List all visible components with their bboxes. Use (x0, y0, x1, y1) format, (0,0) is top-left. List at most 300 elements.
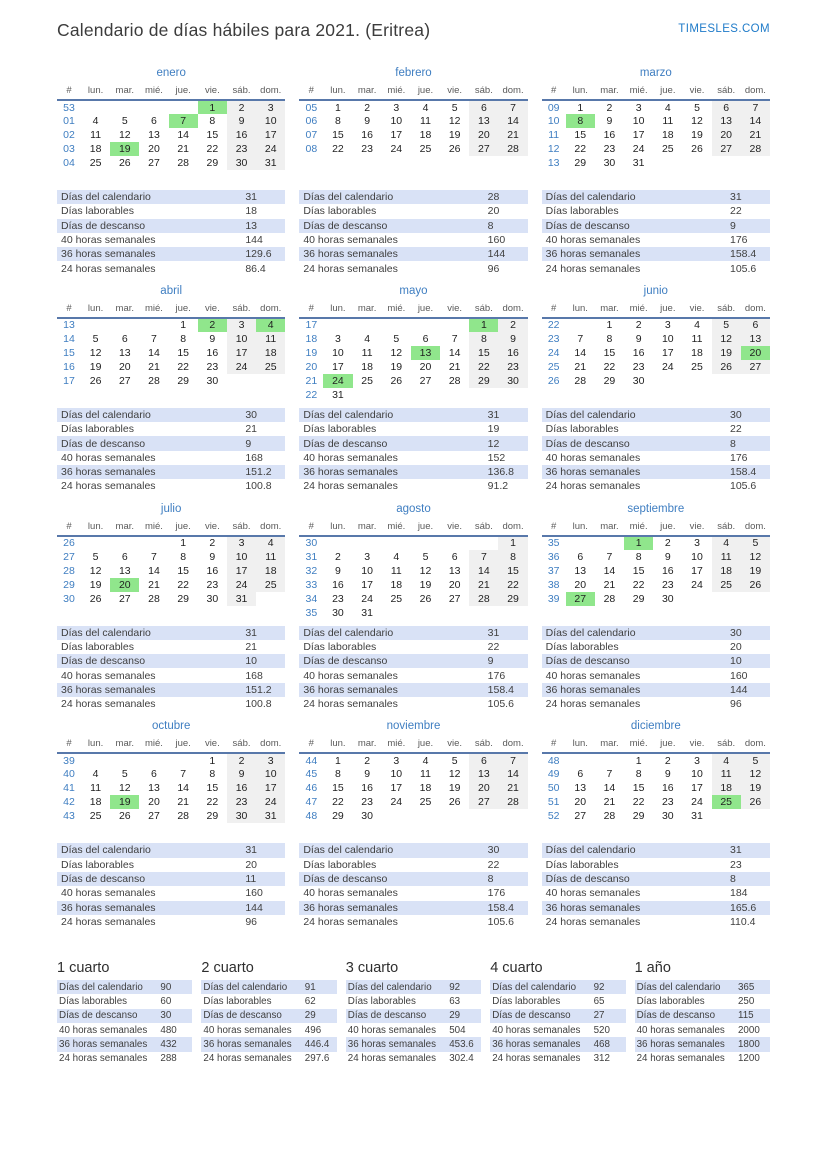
day-cell: 9 (498, 332, 527, 346)
stat-label: Días laborables (203, 996, 272, 1008)
stat-label: 40 horas semanales (545, 669, 641, 682)
month-calendar-area (299, 285, 527, 408)
holiday-day-cell: 1 (198, 100, 227, 114)
quarter-stats-row (346, 1009, 481, 1023)
week-row (542, 332, 770, 346)
week-number: 06 (305, 115, 318, 127)
day-cell: 1 (635, 754, 642, 767)
day-cell: 25 (89, 157, 102, 169)
stat-value: 20 (245, 858, 258, 871)
day-cell: 26 (390, 374, 403, 387)
day-cell: 25 (419, 143, 432, 155)
stat-label: Días de descanso (303, 219, 388, 232)
day-cell: 6 (741, 318, 770, 332)
day-cell (682, 374, 711, 388)
week-number: 29 (63, 578, 75, 591)
day-cell: 27 (469, 795, 498, 809)
weekday-header: lun. (566, 520, 595, 536)
stat-label: 40 horas semanales (59, 1024, 148, 1036)
weekday-header-row (57, 302, 285, 318)
stat-value: 22 (729, 205, 742, 218)
day-cell: 27 (419, 374, 432, 387)
day-cell: 18 (361, 360, 373, 373)
stat-label: Días laborables (303, 205, 377, 218)
day-cell: 4 (256, 536, 285, 550)
month-stats-row (57, 654, 285, 668)
day-cell: 29 (603, 374, 616, 387)
week-number: 21 (305, 374, 318, 387)
stat-label: 40 horas semanales (303, 887, 398, 900)
day-cell: 12 (448, 115, 461, 127)
stat-label: Días de descanso (303, 437, 388, 450)
calendar-table (299, 520, 527, 620)
day-cell: 23 (661, 796, 674, 809)
week-number: 03 (63, 143, 75, 155)
day-cell (411, 318, 440, 332)
calendar-table (57, 302, 285, 388)
stat-value: 60 (160, 996, 172, 1008)
quarter-stats-row (635, 1009, 770, 1023)
day-cell: 10 (227, 332, 256, 346)
week-row (57, 156, 285, 170)
week-number: 04 (63, 157, 75, 169)
day-cell: 6 (577, 550, 584, 563)
week-row (542, 114, 770, 128)
weekday-header: sáb. (469, 737, 498, 753)
month-stats-row (299, 436, 527, 450)
week-row (299, 388, 527, 402)
day-cell: 10 (256, 767, 285, 781)
day-cell: 26 (712, 360, 741, 374)
day-cell: 21 (741, 128, 770, 142)
month-stats-row (57, 668, 285, 682)
week-number: 53 (63, 101, 75, 114)
weekday-header-row (299, 302, 527, 318)
week-number: 19 (305, 346, 318, 359)
stat-value: 158.4 (729, 248, 757, 261)
day-cell: 19 (419, 578, 432, 591)
day-cell: 19 (448, 782, 461, 795)
weekday-header: # (57, 737, 81, 753)
quarter-stats-row (57, 980, 192, 994)
quarter-title: 2 cuarto (201, 960, 254, 977)
week-number: 30 (305, 537, 318, 550)
day-cell: 23 (332, 592, 344, 605)
day-cell: 29 (332, 810, 344, 823)
week-number: 39 (547, 592, 560, 605)
day-cell (256, 592, 285, 606)
day-cell (139, 753, 168, 767)
month-stats-table (542, 626, 770, 712)
stat-label: Días de descanso (545, 873, 630, 886)
stat-value: 504 (449, 1024, 466, 1036)
day-cell: 30 (361, 810, 373, 823)
stat-value: 8 (487, 873, 494, 886)
stat-value: 31 (245, 626, 258, 639)
day-cell: 2 (664, 537, 671, 550)
day-cell: 23 (206, 578, 219, 591)
day-cell: 2 (364, 754, 371, 767)
month-stats-row (299, 422, 527, 436)
stat-label: 40 horas semanales (636, 1024, 725, 1036)
stat-value: 91.2 (487, 480, 509, 493)
stat-label: 36 horas semanales (61, 466, 156, 479)
weekday-header: vie. (682, 737, 711, 753)
week-number: 22 (305, 388, 318, 401)
week-number: 18 (305, 332, 318, 345)
month-stats-row (299, 479, 527, 493)
quarters-section (57, 960, 770, 1066)
day-cell: 29 (498, 592, 527, 606)
weekday-header: # (57, 302, 81, 318)
month-stats-row (542, 465, 770, 479)
month-stats-row (542, 261, 770, 275)
day-cell (411, 388, 440, 402)
day-cell (411, 536, 440, 550)
day-cell: 11 (662, 115, 674, 127)
day-cell: 4 (92, 768, 99, 781)
day-cell (566, 536, 595, 550)
month-stats-row (57, 233, 285, 247)
brand-link[interactable]: TIMESLES.COM (678, 23, 770, 35)
day-cell (411, 606, 440, 620)
stat-label: Días del calendario (303, 626, 394, 639)
weekday-header: sáb. (712, 84, 741, 100)
month-noviembre (299, 720, 527, 929)
day-cell: 22 (332, 796, 344, 809)
week-number: 41 (63, 782, 75, 795)
day-cell: 28 (177, 810, 189, 823)
stat-label: Días de descanso (61, 873, 146, 886)
day-cell: 9 (209, 550, 216, 563)
month-stats-table (299, 190, 527, 276)
day-cell: 1 (180, 537, 187, 550)
day-cell: 18 (390, 578, 403, 591)
stat-label: Días laborables (636, 996, 705, 1008)
month-calendar-area (57, 285, 285, 408)
day-cell: 28 (741, 142, 770, 156)
stat-label: Días laborables (545, 423, 619, 436)
weekday-header: mié. (382, 737, 411, 753)
week-row (299, 536, 527, 550)
stat-value: 30 (245, 408, 258, 421)
day-cell: 23 (227, 795, 256, 809)
stat-label: 40 horas semanales (347, 1024, 437, 1036)
week-number: 22 (547, 319, 560, 332)
month-diciembre (542, 720, 770, 929)
day-cell: 3 (256, 753, 285, 767)
month-stats-table (299, 843, 527, 929)
day-cell: 12 (118, 129, 131, 141)
stat-label: 40 horas semanales (61, 451, 156, 464)
weekday-header: dom. (741, 84, 770, 100)
day-cell (382, 388, 411, 402)
week-number: 40 (63, 768, 75, 781)
day-cell: 7 (498, 753, 527, 767)
day-cell: 21 (148, 578, 160, 591)
day-cell: 21 (498, 781, 527, 795)
stat-value: 22 (487, 641, 500, 653)
day-cell: 23 (361, 143, 373, 155)
stat-label: 40 horas semanales (203, 1024, 292, 1036)
day-cell (382, 536, 411, 550)
day-cell: 28 (603, 592, 616, 605)
stat-value: 302.4 (449, 1053, 474, 1065)
day-cell: 2 (664, 754, 671, 767)
stat-label: 24 horas semanales (61, 262, 156, 275)
month-stats-row (57, 465, 285, 479)
day-cell: 7 (577, 332, 584, 345)
weekday-header: lun. (323, 520, 352, 536)
month-title: julio (160, 502, 182, 515)
day-cell (353, 536, 382, 550)
month-stats-row (57, 479, 285, 493)
day-cell: 12 (691, 115, 703, 127)
week-number: 38 (547, 578, 560, 591)
day-cell: 11 (90, 129, 102, 141)
day-cell: 5 (121, 115, 128, 127)
stat-value: 160 (245, 887, 263, 900)
day-cell: 26 (448, 796, 461, 809)
stat-value: 31 (487, 408, 500, 421)
day-cell: 14 (498, 767, 527, 781)
day-cell: 29 (177, 374, 189, 387)
day-cell: 19 (89, 578, 102, 591)
month-stats-row (299, 697, 527, 711)
stat-label: 24 horas semanales (59, 1053, 148, 1065)
day-cell: 3 (364, 550, 371, 563)
month-title: octubre (151, 720, 191, 733)
day-cell: 26 (691, 143, 703, 155)
week-number: 30 (63, 592, 75, 605)
month-calendar-area (57, 503, 285, 626)
day-cell (323, 318, 352, 332)
stat-value: 144 (487, 248, 506, 261)
weekday-header: jue. (411, 520, 440, 536)
day-cell: 14 (177, 129, 189, 141)
week-row (57, 809, 285, 823)
stat-label: Días de descanso (492, 1010, 571, 1022)
stat-value: 90 (160, 981, 172, 993)
month-stats-row (542, 479, 770, 493)
day-cell: 8 (209, 768, 216, 781)
stat-label: 36 horas semanales (545, 901, 641, 914)
weekday-header: sáb. (469, 520, 498, 536)
day-cell: 14 (148, 346, 160, 359)
stat-value: 1200 (737, 1053, 760, 1065)
stat-value: 31 (729, 191, 742, 204)
day-cell: 12 (741, 767, 770, 781)
day-cell: 1 (209, 754, 216, 767)
stat-value: 96 (245, 915, 258, 928)
day-cell: 22 (469, 360, 498, 374)
week-row (299, 753, 527, 767)
weekday-header: sáb. (712, 520, 741, 536)
day-cell: 30 (227, 156, 256, 170)
day-cell: 1 (335, 754, 341, 767)
day-cell: 26 (89, 592, 102, 605)
day-cell: 9 (209, 332, 216, 345)
stat-value: 288 (160, 1053, 177, 1065)
day-cell: 18 (89, 796, 102, 809)
day-cell: 28 (177, 157, 189, 169)
day-cell (81, 318, 110, 332)
day-cell: 24 (227, 360, 256, 374)
week-row (57, 114, 285, 128)
month-stats-row (57, 872, 285, 886)
stat-label: Días del calendario (61, 844, 151, 857)
quarter-stats-table (490, 980, 625, 1066)
weekday-header-row (542, 84, 770, 100)
day-cell: 23 (206, 360, 219, 373)
day-cell (440, 809, 469, 823)
quarter-stats-row (635, 994, 770, 1008)
stat-label: Días del calendario (347, 981, 432, 993)
stat-label: 24 horas semanales (61, 915, 156, 928)
week-row (542, 318, 770, 332)
stat-value: 27 (593, 1010, 605, 1022)
day-cell: 21 (177, 796, 189, 809)
week-number: 26 (547, 374, 560, 387)
calendar-table (542, 737, 770, 823)
weekday-header: mié. (139, 84, 168, 100)
week-row (542, 809, 770, 823)
weekday-header: sáb. (712, 737, 741, 753)
day-cell: 17 (227, 564, 256, 578)
day-cell: 14 (177, 782, 189, 795)
day-cell: 13 (148, 129, 160, 141)
day-cell: 5 (712, 318, 741, 332)
week-row (57, 753, 285, 767)
day-cell: 12 (712, 332, 741, 346)
stat-value: 22 (487, 858, 500, 871)
weekday-header: dom. (741, 520, 770, 536)
day-cell (440, 536, 469, 550)
day-cell: 17 (390, 782, 403, 795)
day-cell: 18 (256, 346, 285, 360)
day-cell (595, 753, 624, 767)
stat-value: 100.8 (245, 480, 272, 493)
day-cell: 26 (89, 374, 102, 387)
day-cell: 4 (712, 753, 741, 767)
weekday-header: # (542, 520, 566, 536)
stat-label: 36 horas semanales (545, 466, 641, 479)
day-cell: 15 (206, 129, 219, 141)
stat-label: 24 horas semanales (303, 480, 398, 493)
stat-value: 129.6 (245, 248, 272, 261)
day-cell: 12 (89, 564, 102, 577)
weekday-header: mar. (595, 737, 624, 753)
holiday-day-cell: 7 (169, 114, 198, 128)
day-cell: 27 (469, 142, 498, 156)
weekday-header: # (299, 520, 323, 536)
day-cell: 25 (89, 810, 102, 823)
stat-value: 21 (245, 641, 258, 653)
day-cell: 11 (712, 550, 741, 564)
month-stats-row (299, 408, 527, 422)
weekday-header: sáb. (227, 84, 256, 100)
month-stats-row (299, 886, 527, 900)
weekday-header: # (299, 84, 323, 100)
day-cell: 11 (90, 782, 102, 795)
week-number: 50 (547, 782, 560, 795)
stat-label: 24 horas semanales (61, 698, 156, 711)
day-cell: 27 (574, 810, 587, 823)
stat-value: 21 (245, 423, 258, 436)
month-stats-row (542, 451, 770, 465)
day-cell: 15 (332, 782, 344, 795)
week-row (542, 592, 770, 606)
day-cell: 24 (390, 796, 403, 809)
day-cell: 24 (256, 795, 285, 809)
day-cell: 5 (393, 332, 400, 345)
stat-label: 36 horas semanales (59, 1038, 148, 1050)
stat-label: 36 horas semanales (303, 248, 398, 261)
day-cell: 16 (227, 128, 256, 142)
months-grid (57, 67, 770, 938)
stat-value: 453.6 (449, 1038, 474, 1050)
weekday-header: vie. (440, 520, 469, 536)
day-cell: 1 (577, 101, 584, 114)
weekday-header: mié. (139, 302, 168, 318)
stat-value: 105.6 (487, 698, 514, 711)
quarter-stats-table (57, 980, 192, 1066)
day-cell: 13 (469, 114, 498, 128)
day-cell: 1 (498, 536, 527, 550)
weekday-header: mié. (382, 520, 411, 536)
day-cell: 6 (712, 100, 741, 114)
month-stats-row (299, 858, 527, 872)
quarter-stats-row (346, 980, 481, 994)
month-mayo (299, 285, 527, 494)
stat-value: 144 (729, 683, 748, 696)
day-cell: 11 (256, 332, 285, 346)
month-stats-row (542, 697, 770, 711)
stat-value: 13 (245, 219, 258, 232)
day-cell: 12 (89, 346, 102, 359)
day-cell (81, 536, 110, 550)
month-stats-row (542, 436, 770, 450)
week-number: 42 (63, 796, 75, 809)
stat-value: 29 (304, 1010, 316, 1022)
week-row (57, 767, 285, 781)
stat-label: Días del calendario (545, 626, 636, 639)
day-cell (440, 318, 469, 332)
month-octubre (57, 720, 285, 929)
week-row (299, 346, 527, 360)
stat-label: Días del calendario (545, 191, 636, 204)
weekday-header: # (299, 737, 323, 753)
day-cell: 20 (419, 360, 432, 373)
stat-value: 165.6 (729, 901, 757, 914)
quarter-stats-row (57, 994, 192, 1008)
stat-label: 36 horas semanales (492, 1038, 581, 1050)
week-row (542, 564, 770, 578)
day-cell: 18 (712, 564, 741, 578)
quarter-stats-row (635, 1023, 770, 1037)
weekday-header: mar. (595, 302, 624, 318)
weekday-header: # (57, 84, 81, 100)
stat-label: 40 horas semanales (303, 451, 398, 464)
day-cell: 5 (92, 550, 99, 563)
day-cell (81, 753, 110, 767)
stat-label: Días del calendario (545, 408, 636, 421)
weekday-header: lun. (323, 84, 352, 100)
quarter-1-año (635, 960, 770, 1066)
day-cell: 9 (664, 768, 671, 781)
day-cell: 18 (661, 129, 674, 141)
day-cell: 3 (694, 537, 700, 550)
